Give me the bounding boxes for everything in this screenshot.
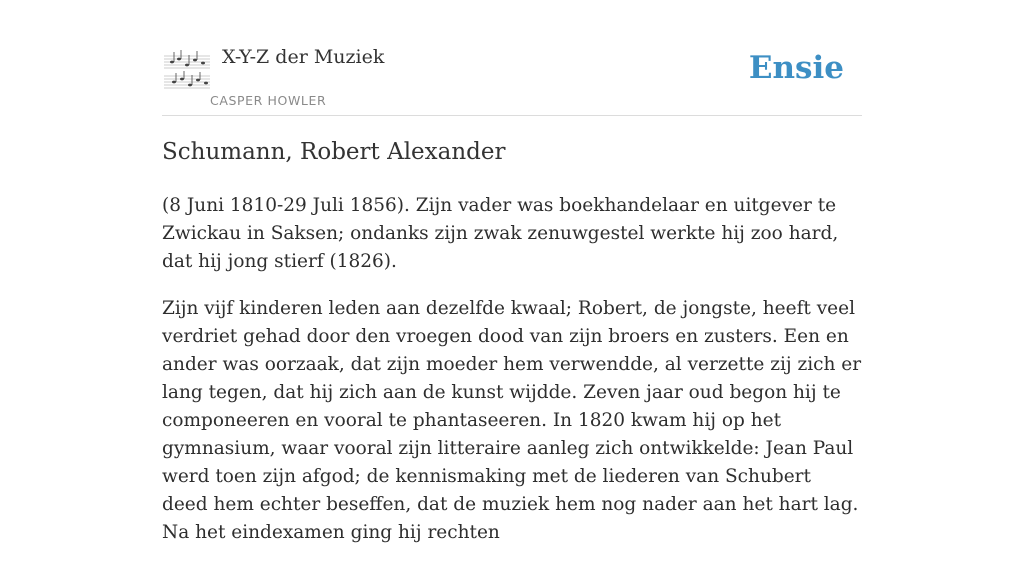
sheet-music-icon[interactable] (162, 46, 212, 92)
book-title[interactable]: X-Y-Z der Muziek (222, 46, 385, 68)
author-name[interactable]: CASPER HOWLER (210, 93, 327, 108)
header (162, 40, 862, 116)
paragraph: (8 Juni 1810-29 Juli 1856). Zijn vader was boekhandelaar en uitgever te Zwickau in Saksen; ondanks zijn zwak zenuwgestel werkte hij zoo hard, dat hij jong stierf (1826). (162, 195, 839, 272)
paragraph: Zijn vijf kinderen leden aan dezelfde kwaal; Robert, de jongste, heeft veel verdriet gehad door den vroegen dood van zijn broers en zusters. Een en ander was oorzaak, dat zijn moeder hem verwendde, al verzette zij zich er lang tegen, dat hij zich aan de kunst wijdde. Zeven jaar oud begon hij te componeeren en vooral te phantaseeren. In 1820 kwam hij op het gymnasium, waar vooral zijn litteraire aanleg zich ontwikkelde: Jean Paul werd toen zijn afgod; de kennismaking met de liederen van Schubert deed hem echter beseffen, dat de muziek hem nog nader aan het hart lag. Na het eindexamen ging hij rechten (162, 298, 862, 543)
brand-logo[interactable]: Ensie (748, 50, 844, 86)
entry-title: Schumann, Robert Alexander (162, 139, 506, 165)
entry-body (162, 192, 862, 566)
